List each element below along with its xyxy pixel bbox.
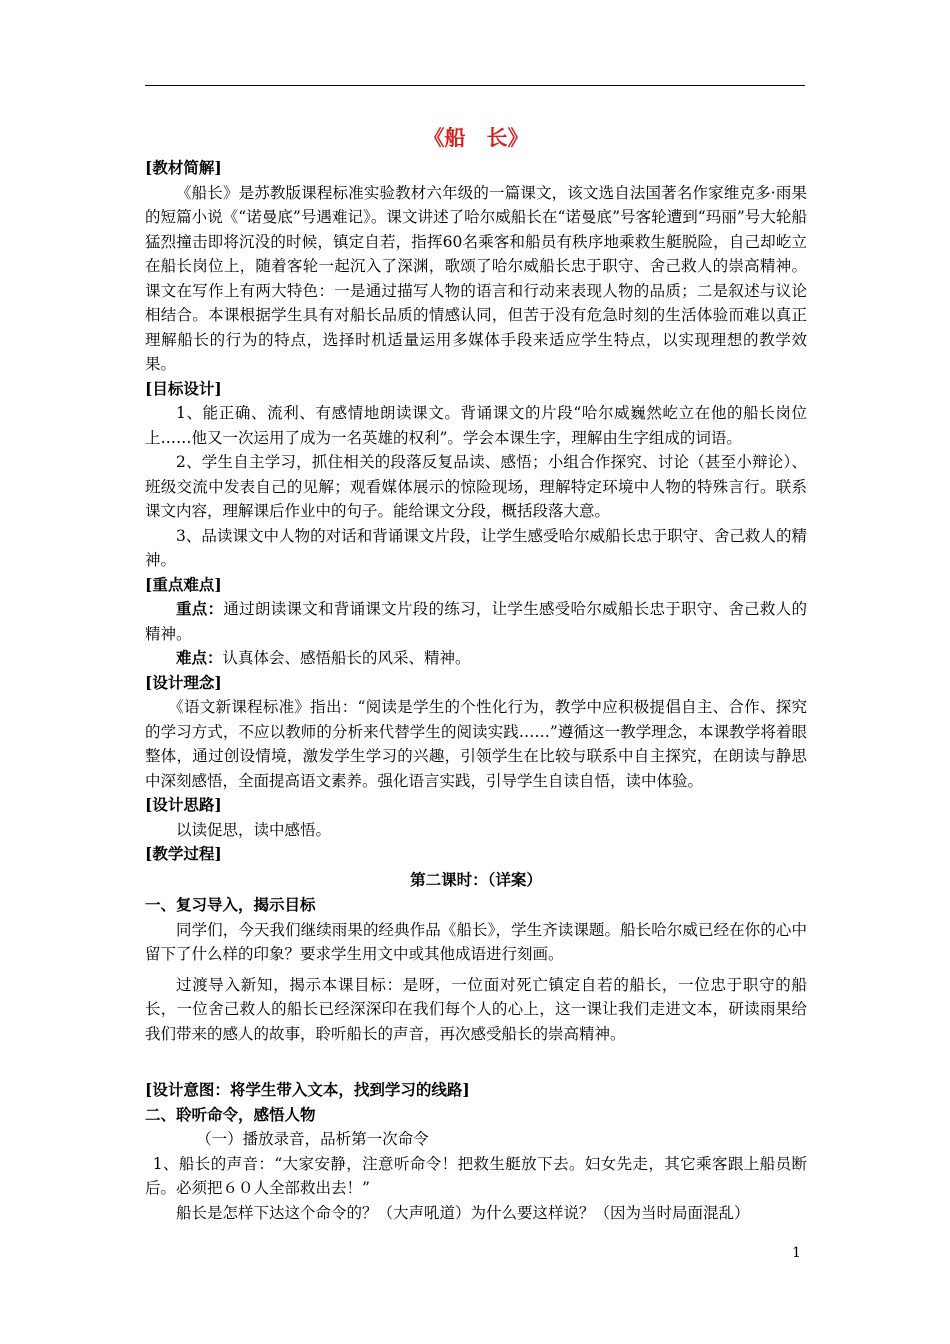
part2-sub1-question: 船长是怎样下达这个命令的？（大声吼道）为什么要这样说？（因为当时局面混乱） xyxy=(176,1203,750,1222)
linian-text: 《语文新课程标准》指出：“阅读是学生的个性化行为，教学中应积极提倡自主、合作、探究的学习方式，不应以教师的分析来代替学生的阅读实践……”遵循这一教学理念，本课教学将着眼整体，通过创设情境，激发学生学习的兴趣，引领学生在比较与联系中自主探究，在朗读与静思中深刻感悟，全面提高语文素养。强化语言实践，引导学生自读自悟，读中体验。 xyxy=(145,698,807,790)
part2-heading: 二、聆听命令，感悟人物 xyxy=(145,1104,316,1124)
part1-paragraph-1: 同学们，今天我们继续雨果的经典作品《船长》，学生齐读课题。船长哈尔威已经在你的心中留下了什么样的印象？要求学生用文中或其他成语进行刻画。 xyxy=(145,920,807,963)
zhongdian-difficulty-text: 认真体会、感悟船长的风采、精神。 xyxy=(222,649,471,667)
mubiao-item-2: 2、学生自主学习，抓住相关的段落反复品读、感悟；小组合作探究、讨论（甚至小辩论）、班级交流中发表自己的见解；观看媒体展示的惊险现场，理解特定环境中人物的特殊言行。联系课文内容，理解课后作业中的句子。能给课文分段，概括段落大意。 xyxy=(145,453,807,520)
silu-text: 以读促思，读中感悟。 xyxy=(176,820,332,839)
lesson-label: 第二课时：（详案） xyxy=(410,869,542,889)
heading-silu: [设计思路] xyxy=(145,795,222,814)
mubiao-item-3: 3、品读课文中人物的对话和背诵课文片段，让学生感受哈尔威船长忠于职守、舍己救人的精神。 xyxy=(145,526,807,569)
zhongdian-difficulty-label: 难点： xyxy=(176,648,223,667)
part2-sub1-item1: 1、船长的声音：“大家安静，注意听命令！把救生艇放下去。妇女先走，其它乘客跟上船员断后。必须把６０人全部救出去！” xyxy=(145,1154,807,1197)
header-rule xyxy=(145,85,805,86)
zhongdian-key xyxy=(145,597,807,646)
page-number: 1 xyxy=(792,1245,801,1261)
heading-guocheng: [教学过程] xyxy=(145,844,222,863)
heading-mubiao: [目标设计] xyxy=(145,378,222,398)
part2-sub1: （一）播放录音，品析第一次命令 xyxy=(196,1130,429,1148)
part1-paragraph-2: 过渡导入新知，揭示本课目标：是呀，一位面对死亡镇定自若的船长，一位忠于职守的船长，一位舍己救人的船长已经深深印在我们每个人的心上，这一课让我们走进文本，研读雨果给我们带来的感人的故事，聆听船长的声音，再次感受船长的崇高精神。 xyxy=(145,975,807,1043)
part1-heading: 一、复习导入，揭示目标 xyxy=(145,895,316,914)
zhongdian-key-text: 通过朗读课文和背诵课文片段的练习，让学生感受哈尔威船长忠于职守、舍己救人的精神。 xyxy=(145,600,807,643)
jiaocai-text: 《船长》是苏教版课程标准实验教材六年级的一篇课文，该文选自法国著名作家维克多·雨果的短篇小说《“诺曼底”号遇难记》。课文讲述了哈尔威船长在“诺曼底”号客轮遭到“玛丽”号大轮船猛烈撞击即将沉没的时候，镇定自若，指挥60名乘客和船员有秩序地乘救生艇脱险，自己却屹立在船长岗位上，随着客轮一起沉入了深渊，歌颂了哈尔威船长忠于职守、舍己救人的崇高精神。课文在写作上有两大特色：一是通过描写人物的语言和行动来表现人物的品质；二是叙述与议论相结合。本课根据学生具有对船长品质的情感认同，但苦于没有危急时刻的生活体验而难以真正理解船长的行为的特点，选择时机适量运用多媒体手段来适应学生特点，以实现理想的教学效果。 xyxy=(145,183,807,373)
heading-zhongdian: [重点难点] xyxy=(145,574,222,594)
mubiao-item-1: 1、能正确、流利、有感情地朗读课文。背诵课文的片段“哈尔威巍然屹立在他的船长岗位上……他又一次运用了成为一名英雄的权利”。学会本课生字，理解由生字组成的词语。 xyxy=(145,404,807,447)
zhongdian-key-label: 重点： xyxy=(176,599,224,618)
heading-jiaocai: [教材简解] xyxy=(145,158,222,177)
document-title: 《船 长》 xyxy=(423,125,529,150)
zhongdian-difficulty xyxy=(145,646,807,671)
document-body xyxy=(145,118,807,1225)
design-intent: [设计意图：将学生带入文本，找到学习的线路] xyxy=(145,1080,470,1099)
heading-linian: [设计理念] xyxy=(145,672,222,692)
